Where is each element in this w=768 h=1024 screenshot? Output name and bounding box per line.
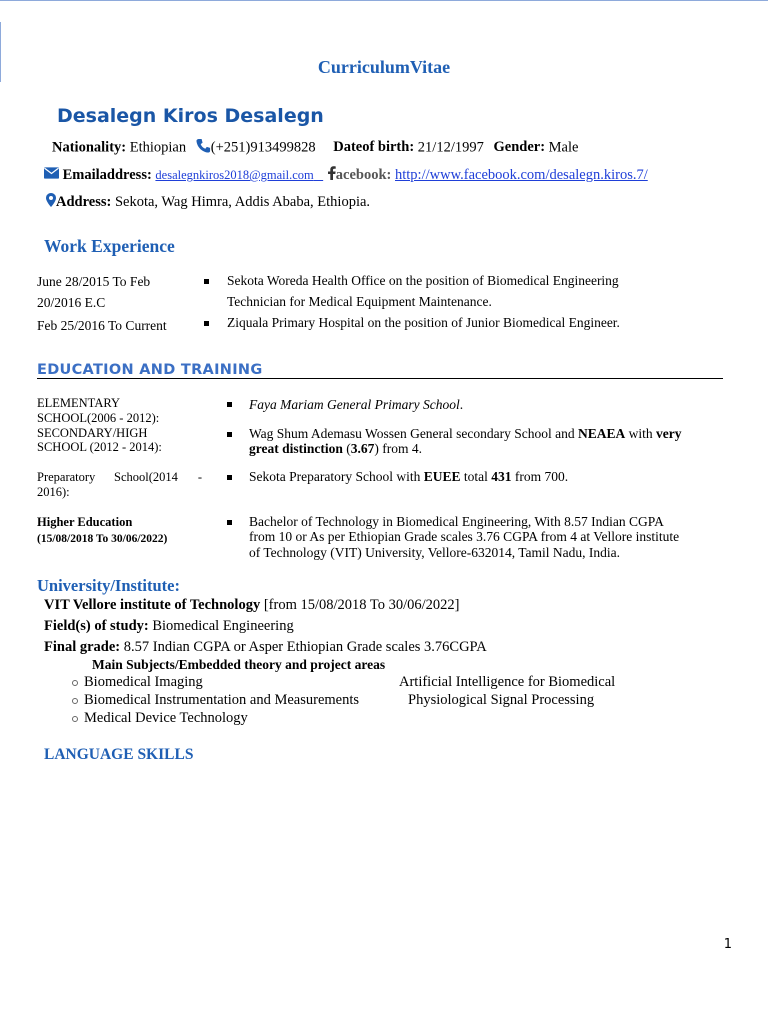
work-1-date-line-2: 20/2016 E.C [37,295,106,310]
education-heading: EDUCATION AND TRAINING [37,362,263,378]
circle-bullet-icon [72,680,78,686]
bullet [227,475,232,480]
language-skills-heading: LANGUAGE SKILLS [44,746,194,763]
secondary-label-2: SCHOOL (2012 - 2014): [37,440,162,454]
work-2-desc-line-1: Ziquala Primary Hospital on the position of Junior Biomedical Engineer. [227,315,620,330]
university-heading: University/Institute: [37,576,180,595]
bullet [204,321,209,326]
secondary-value-line-2: great distinction (3.67) from 4. [249,441,422,456]
subject-left-2: Biomedical Instrumentation and Measurements [72,692,359,709]
elementary-label-2: SCHOOL(2006 - 2012): [37,411,160,425]
work-experience-heading: Work Experience [44,236,175,256]
email-link[interactable]: desalegnkiros2018@gmail.com [155,167,314,182]
circle-bullet-icon [72,698,78,704]
higher-line-1: Bachelor of Technology in Biomedical Engineering, With 8.57 Indian CGPA [249,514,664,529]
circle-bullet-icon [72,716,78,722]
work-2-date-line-1: Feb 25/2016 To Current [37,318,167,333]
email-link-trail [314,168,323,182]
institute-name: VIT Vellore institute of Technology [44,597,261,613]
work-1-date-line-1: June 28/2015 To Feb [37,274,151,289]
higher-education-label: Higher Education [37,515,133,529]
prep-label-2: 2016): [37,485,70,499]
elementary-value: Faya Mariam General Primary School. [249,397,464,412]
prep-value: Sekota Preparatory School with EUEE total 431 from 700. [249,469,569,484]
envelope-icon [44,167,59,184]
page-number: 1 [723,937,732,952]
bullet [227,520,232,525]
work-1-desc-line-2: Technician for Medical Equipment Maintenance. [227,294,492,309]
personal-line-1 [52,138,578,158]
personal-line-3 [46,193,370,212]
facebook-label: acebook: [335,166,392,183]
bullet [227,432,232,437]
address-label: Address: [56,193,112,210]
location-pin-icon [46,193,56,212]
person-name: Desalegn Kiros Desalegn [57,105,324,127]
grade-line: Final grade: 8.57 Indian CGPA or Asper Ethiopian Grade scales 3.76CGPA [44,639,487,655]
field-line: Field(s) of study: Biomedical Engineering [44,618,294,634]
subject-left-3: Medical Device Technology [72,710,248,727]
work-1-desc-line-1: Sekota Woreda Health Office on the position of Biomedical Engineering [227,273,619,288]
prep-label-1: Preparatory School(2014 - [37,470,202,484]
gender-label: Gender: [493,139,546,156]
education-underline [37,378,723,379]
dob-label: Dateof birth: [333,139,415,156]
bullet [227,402,232,407]
higher-line-3: of Technology (VIT) University, Vellore-632014, Tamil Nadu, India. [249,545,621,560]
facebook-icon [327,166,336,185]
institute-dates: [from 15/08/2018 To 30/06/2022] [260,597,460,613]
nationality-label: Nationality: [52,139,127,156]
secondary-label-1: SECONDARY/HIGH [37,426,148,440]
phone-value: (+251)913499828 [210,139,316,156]
bullet [204,279,209,284]
address-value: Sekota, Wag Himra, Addis Ababa, Ethiopia. [114,193,371,210]
subjects-heading: Main Subjects/Embedded theory and project areas [92,657,386,672]
email-label: Emailaddress: [62,166,152,183]
higher-line-2: from 10 or As per Ethiopian Grade scales 3.76 CGPA from 4 at Vellore institute [249,529,680,544]
phone-icon [196,138,211,158]
elementary-label-1: ELEMENTARY [37,396,121,410]
subject-left-1: Biomedical Imaging [72,674,203,691]
nationality-value: Ethiopian [129,139,187,156]
higher-education-dates: (15/08/2018 To 30/06/2022) [37,533,168,545]
subject-right-2: Physiological Signal Processing [408,692,595,708]
personal-line-2 [44,166,648,185]
institute-line [44,597,460,614]
secondary-value-line-1: Wag Shum Ademasu Wossen General secondary School and NEAEA with very [249,426,682,441]
top-border-line [0,0,768,1]
gender-value: Male [548,139,579,156]
facebook-link[interactable]: http://www.facebook.com/desalegn.kiros.7/ [395,166,648,183]
document-title: CurriculumVitae [317,57,451,77]
subject-right-1: Artificial Intelligence for Biomedical [399,674,616,690]
dob-value: 21/12/1997 [417,139,484,156]
